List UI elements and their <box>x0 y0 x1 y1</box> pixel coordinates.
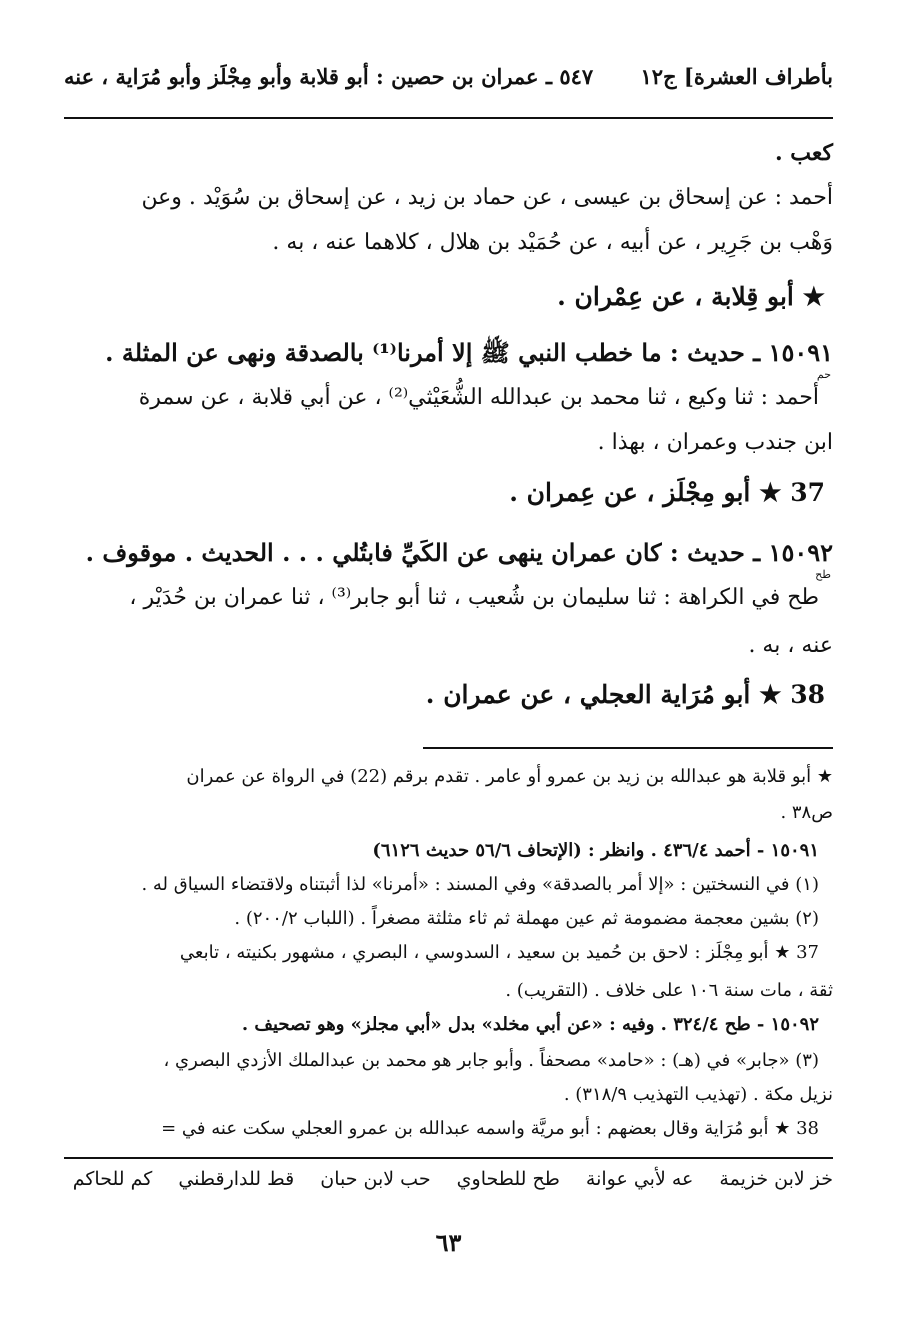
footnote-line: ★ أبو قلابة هو عبدالله بن زيد بن عمرو أو عامر . تقدم برقم (22) في الرواة عن عمران <box>186 766 833 787</box>
text-line: أحمد : ثنا وكيع ، ثنا محمد بن عبدالله الشُّعَيْثي⁽²⁾ ، عن أبي قلابة ، عن سمرة <box>138 385 819 410</box>
text-line: ابن جندب وعمران ، بهذا . <box>597 430 833 455</box>
footnote-line: (٣) «جابر» في (هـ) : «حامد» مصحفاً . وأبو جابر هو محمد بن عبدالملك الأزدي البصري ، <box>163 1050 819 1071</box>
abbr-item: حب لابن حبان <box>320 1168 431 1190</box>
abbreviations-legend <box>64 1168 833 1190</box>
header-rule <box>64 117 833 119</box>
footnote-line: 38 ★ أبو مُرَاية وقال بعضهم : أبو مريَّة واسمه عبدالله بن عمرو العجلي سكت عنه في = <box>161 1118 819 1139</box>
hadith-heading: ١٥٠٩٢ ـ حديث : كان عمران ينهى عن الكَيِّ فابتُلي . . . الحديث . موقوف . <box>85 538 833 567</box>
abbr-item: عه لأبي عوانة <box>585 1168 694 1190</box>
margin-mark: حم <box>816 368 831 381</box>
footnote-line: (١) في النسختين : «إلا أمر بالصدقة» وفي المسند : «أمرنا» لذا أثبتناه ولاقتضاء السياق له . <box>141 874 819 895</box>
hadith-heading: ١٥٠٩١ ـ حديث : ما خطب النبي ﷺ إلا أمرنا⁽¹⁾ بالصدقة ونهى عن المثلة . <box>105 338 833 367</box>
footnote-line: ص٣٨ . <box>780 802 833 823</box>
text-line: وَهْب بن جَرِير ، عن أبيه ، عن حُمَيْد بن هلال ، كلاهما عنه ، به . <box>272 230 833 255</box>
footnote-line: ١٥٠٩٢ - طح ٣٢٤/٤ . وفيه : «عن أبي مخلد» بدل «أبي مجلز» وهو تصحيف . <box>241 1014 819 1035</box>
abbr-item: طح للطحاوي <box>456 1168 560 1190</box>
abbr-item: قط للدارقطني <box>178 1168 295 1190</box>
header-book-volume: بأطراف العشرة] ج١٢ <box>640 64 833 89</box>
text-line: عنه ، به . <box>748 633 833 658</box>
abbr-item: خز لابن خزيمة <box>719 1168 833 1190</box>
footnote-separator <box>423 747 833 749</box>
footnote-line: (٢) بشين معجمة مضمومة ثم عين مهملة ثم ثاء مثلثة مصغراً . (اللباب ٢٠٠/٢) . <box>234 908 819 929</box>
abbr-item: كم للحاكم <box>72 1168 153 1190</box>
text-line: أحمد : عن إسحاق بن عيسى ، عن حماد بن زيد ، عن إسحاق بن سُوَيْد . وعن <box>141 185 833 210</box>
section-heading: 38 ★ أبو مُرَاية العجلي ، عن عمران . <box>425 680 825 709</box>
page-number: ٦٣ <box>435 1228 462 1257</box>
footnote-line: 37 ★ أبو مِجْلَز : لاحق بن حُميد بن سعيد ، السدوسي ، البصري ، مشهور بكنيته ، تابعي <box>179 942 819 963</box>
footnote-line: نزيل مكة . (تهذيب التهذيب ٣١٨/٩) . <box>563 1084 833 1105</box>
text-line: طح في الكراهة : ثنا سليمان بن شُعيب ، ثنا أبو جابر⁽³⁾ ، ثنا عمران بن حُدَيْر ، <box>129 585 819 610</box>
footer-rule <box>64 1157 833 1159</box>
section-heading: 37 ★ أبو مِجْلَز ، عن عِمران . <box>509 478 825 507</box>
margin-mark: طح <box>815 568 831 581</box>
header-section-title: ٥٤٧ ـ عمران بن حصين : أبو قلابة وأبو مِجْلَز وأبو مُرَاية ، عنه <box>64 64 594 89</box>
footnote-line: ١٥٠٩١ - أحمد ٤٣٦/٤ . وانظر : (الإتحاف ٥٦/٦ حديث ٦١٢٦) <box>372 840 819 861</box>
section-heading: ★ أبو قِلابة ، عن عِمْران . <box>557 282 825 311</box>
text-line: كعب . <box>774 140 833 166</box>
footnote-line: ثقة ، مات سنة ١٠٦ على خلاف . (التقريب) . <box>505 980 833 1001</box>
